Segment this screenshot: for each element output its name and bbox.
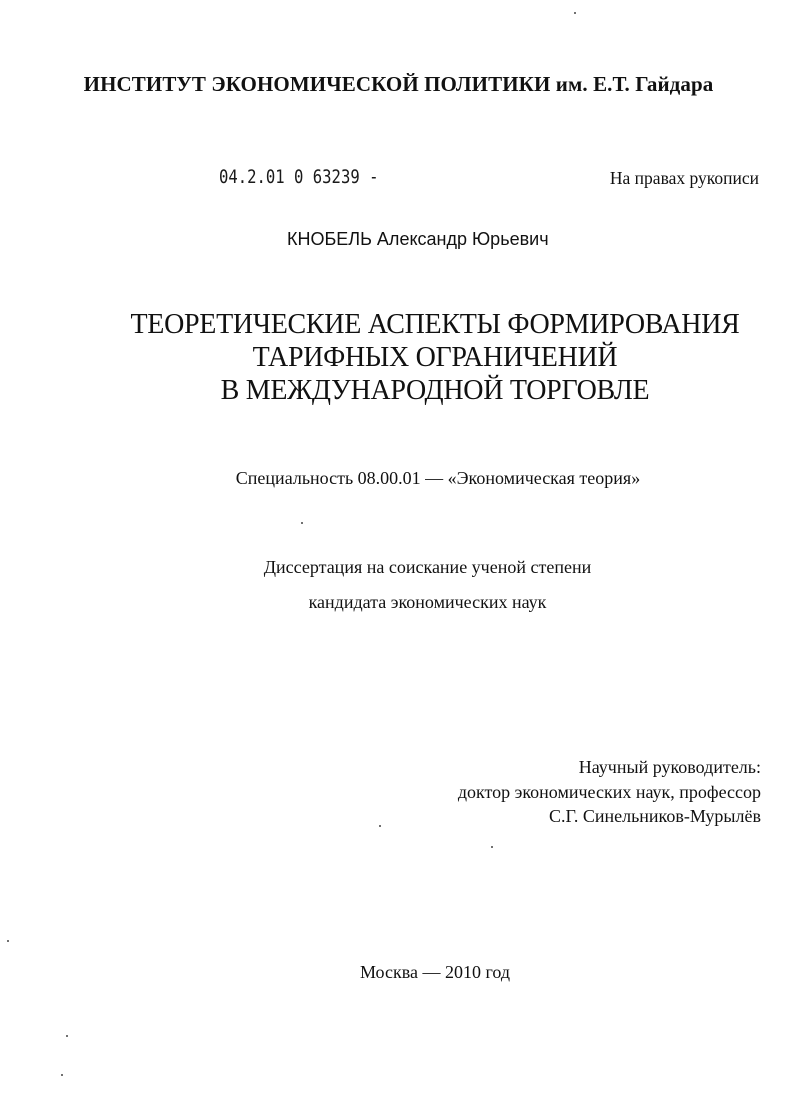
manuscript-rights-note: На правах рукописи <box>609 168 759 188</box>
scan-speck <box>491 846 493 848</box>
degree-line-2: кандидата экономических наук <box>308 592 547 612</box>
institute-name: ИНСТИТУТ ЭКОНОМИЧЕСКОЙ ПОЛИТИКИ им. Е.Т. Гайдара <box>83 72 714 96</box>
supervisor-degree: доктор экономических наук, профессор <box>457 781 761 802</box>
author-name: КНОБЕЛЬ Александр Юрьевич <box>287 229 549 249</box>
title-line-2: ТАРИФНЫХ ОГРАНИЧЕНИЙ <box>252 342 618 373</box>
scan-speck <box>379 825 381 827</box>
supervisor-name: С.Г. Синельников-Мурылёв <box>548 806 761 826</box>
scan-speck <box>66 1035 68 1037</box>
title-line-1: ТЕОРЕТИЧЕСКИЕ АСПЕКТЫ ФОРМИРОВАНИЯ <box>130 309 740 340</box>
scan-speck <box>301 522 303 524</box>
title-line-3: В МЕЖДУНАРОДНОЙ ТОРГОВЛЕ <box>220 375 650 406</box>
scan-speck <box>61 1074 63 1076</box>
supervisor-label: Научный руководитель: <box>578 757 761 777</box>
specialty-line: Специальность 08.00.01 — «Экономическая теория» <box>235 468 641 488</box>
archive-number: 04.2.01 0 63239 - <box>219 166 379 188</box>
scan-speck <box>7 940 9 942</box>
supervisor-block <box>458 755 761 829</box>
city-year: Москва — 2010 год <box>359 962 511 982</box>
scan-speck <box>574 12 576 14</box>
dissertation-title <box>0 308 797 407</box>
degree-line-1: Диссертация на соискание ученой степени <box>263 557 592 577</box>
